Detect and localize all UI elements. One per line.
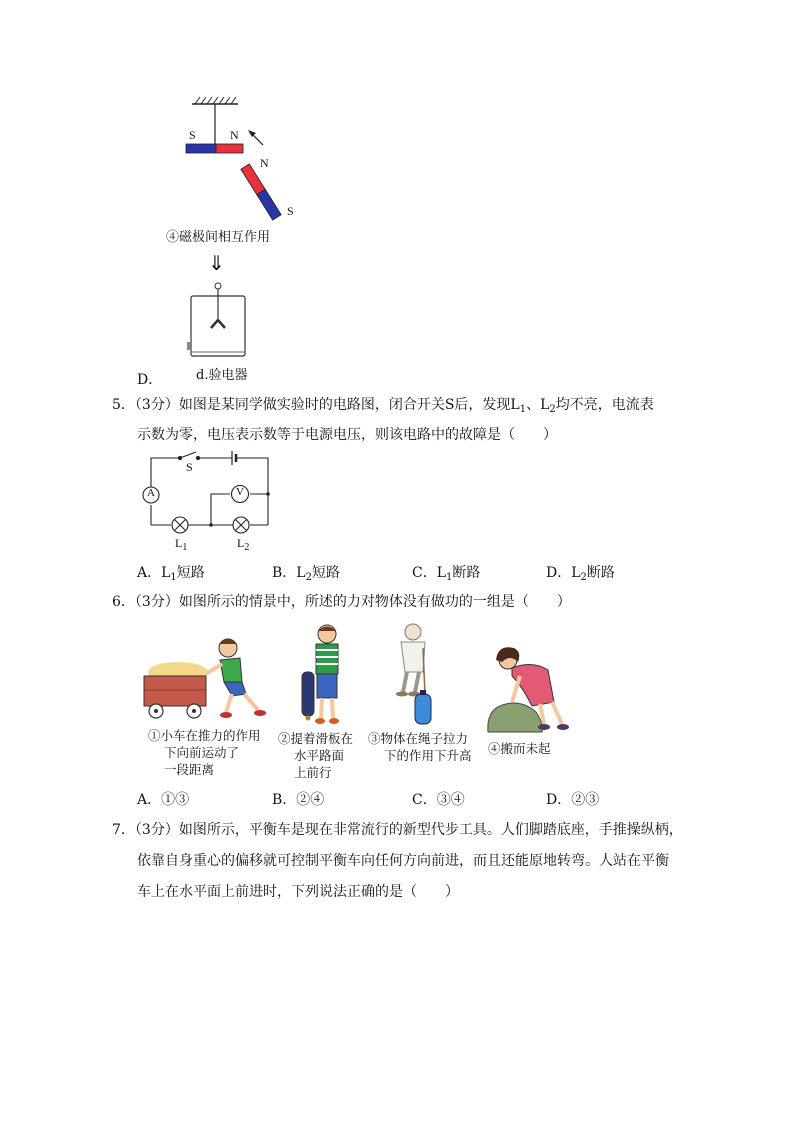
caption-3-line1: ③物体在绳子拉力 <box>368 731 469 746</box>
q5-option-d-letter: D．L <box>546 565 581 581</box>
magnet-label-n: N <box>230 128 239 142</box>
caption-3 <box>368 730 472 764</box>
lamp1-label <box>175 536 187 553</box>
magnet-caption: ④磁极间相互作用 <box>166 230 271 245</box>
lamp1-letter: L <box>175 536 183 550</box>
q5-option-b-letter: B．L <box>272 565 306 581</box>
magnet2-label-n: N <box>260 156 269 170</box>
q7-line2: 依靠自身重心的偏移就可控制平衡车向任何方向前进，而且还能原地转弯。人站在平衡 <box>137 853 669 869</box>
caption-2-line1: ②提着滑板在 <box>278 731 354 746</box>
q5-option-d-sub: 2 <box>580 572 587 583</box>
voltmeter-label: V <box>236 486 244 498</box>
q6-option-d[interactable]: D．②③ <box>546 792 600 808</box>
q5-option-c-sub: 1 <box>446 572 453 583</box>
q7-line1: 7．（3分）如图所示，平衡车是现在非常流行的新型代步工具。人们脚踏底座，手推操纵柄， <box>112 822 683 838</box>
q5-option-b-text: 短路 <box>311 565 340 581</box>
lamp2-letter: L <box>237 536 245 550</box>
q5-stem-text-b: 、L <box>526 397 550 413</box>
scene-rope-lift <box>385 620 445 728</box>
q7-line3: 车上在水平面上前进时，下列说法正确的是（ ） <box>137 884 459 900</box>
caption-2-line2: 水平路面 <box>294 748 345 763</box>
down-arrow-icon: ⇓ <box>208 251 225 275</box>
q6-stem: 6．（3分）如图所示的情景中，所述的力对物体没有做功的一组是（ ） <box>112 594 571 610</box>
q6-option-b[interactable]: B．②④ <box>272 792 325 808</box>
caption-1-line1: ①小车在推力的作用 <box>148 728 261 743</box>
caption-2 <box>278 730 353 781</box>
q5-option-b[interactable] <box>272 562 340 583</box>
scene-push-cart <box>140 632 270 722</box>
q5-stem-sub2: 2 <box>549 404 556 415</box>
q6-option-c[interactable]: C．③④ <box>412 792 465 808</box>
q5-stem-text-c: 均不亮，电流表 <box>555 397 654 413</box>
q5-stem-text-a: 5．（3分）如图是某同学做实验时的电路图，闭合开关S后，发现L <box>112 397 520 413</box>
q5-option-b-sub: 2 <box>305 572 312 583</box>
caption-2-line3: 上前行 <box>294 765 332 780</box>
electroscope-figure <box>185 280 255 360</box>
lamp1-sub: 1 <box>182 542 188 553</box>
q5-option-d[interactable] <box>546 562 615 583</box>
magnet2-label-s: S <box>287 204 294 218</box>
q5-stem-line2: 示数为零，电压表示数等于电源电压，则该电路中的故障是（ ） <box>137 427 557 443</box>
lamp2-sub: 2 <box>244 542 250 553</box>
caption-3-line2: 下的作用下升高 <box>384 748 472 763</box>
q5-option-d-text: 断路 <box>586 565 615 581</box>
q5-option-a-letter: A．L <box>137 565 171 581</box>
magnet-interaction-figure <box>175 92 315 222</box>
caption-1 <box>148 727 261 778</box>
magnet-label-s: S <box>189 128 196 142</box>
q5-option-c[interactable] <box>412 562 480 583</box>
q5-stem-sub1: 1 <box>519 404 527 415</box>
q5-option-a-text: 短路 <box>176 565 205 581</box>
lamp2-label <box>237 536 249 553</box>
caption-1-line3: 一段距离 <box>164 762 215 777</box>
caption-4 <box>488 740 551 757</box>
ammeter-label: A <box>147 487 155 499</box>
scene-lift-rock <box>482 640 577 735</box>
electroscope-caption: d.验电器 <box>196 368 248 383</box>
caption-1-line2: 下向前运动了 <box>164 745 240 760</box>
q6-option-a[interactable]: A．①③ <box>137 792 190 808</box>
q5-option-a-sub: 1 <box>170 572 177 583</box>
q5-option-c-text: 断路 <box>452 565 481 581</box>
caption-4-line1: ④搬而未起 <box>488 741 551 756</box>
circuit-switch-label: S <box>186 460 193 474</box>
q5-option-a[interactable] <box>137 562 205 583</box>
q4-option-d: D． <box>137 372 163 388</box>
scene-skateboard <box>297 622 357 727</box>
q5-option-c-letter: C．L <box>412 565 447 581</box>
circuit-diagram <box>138 450 278 555</box>
